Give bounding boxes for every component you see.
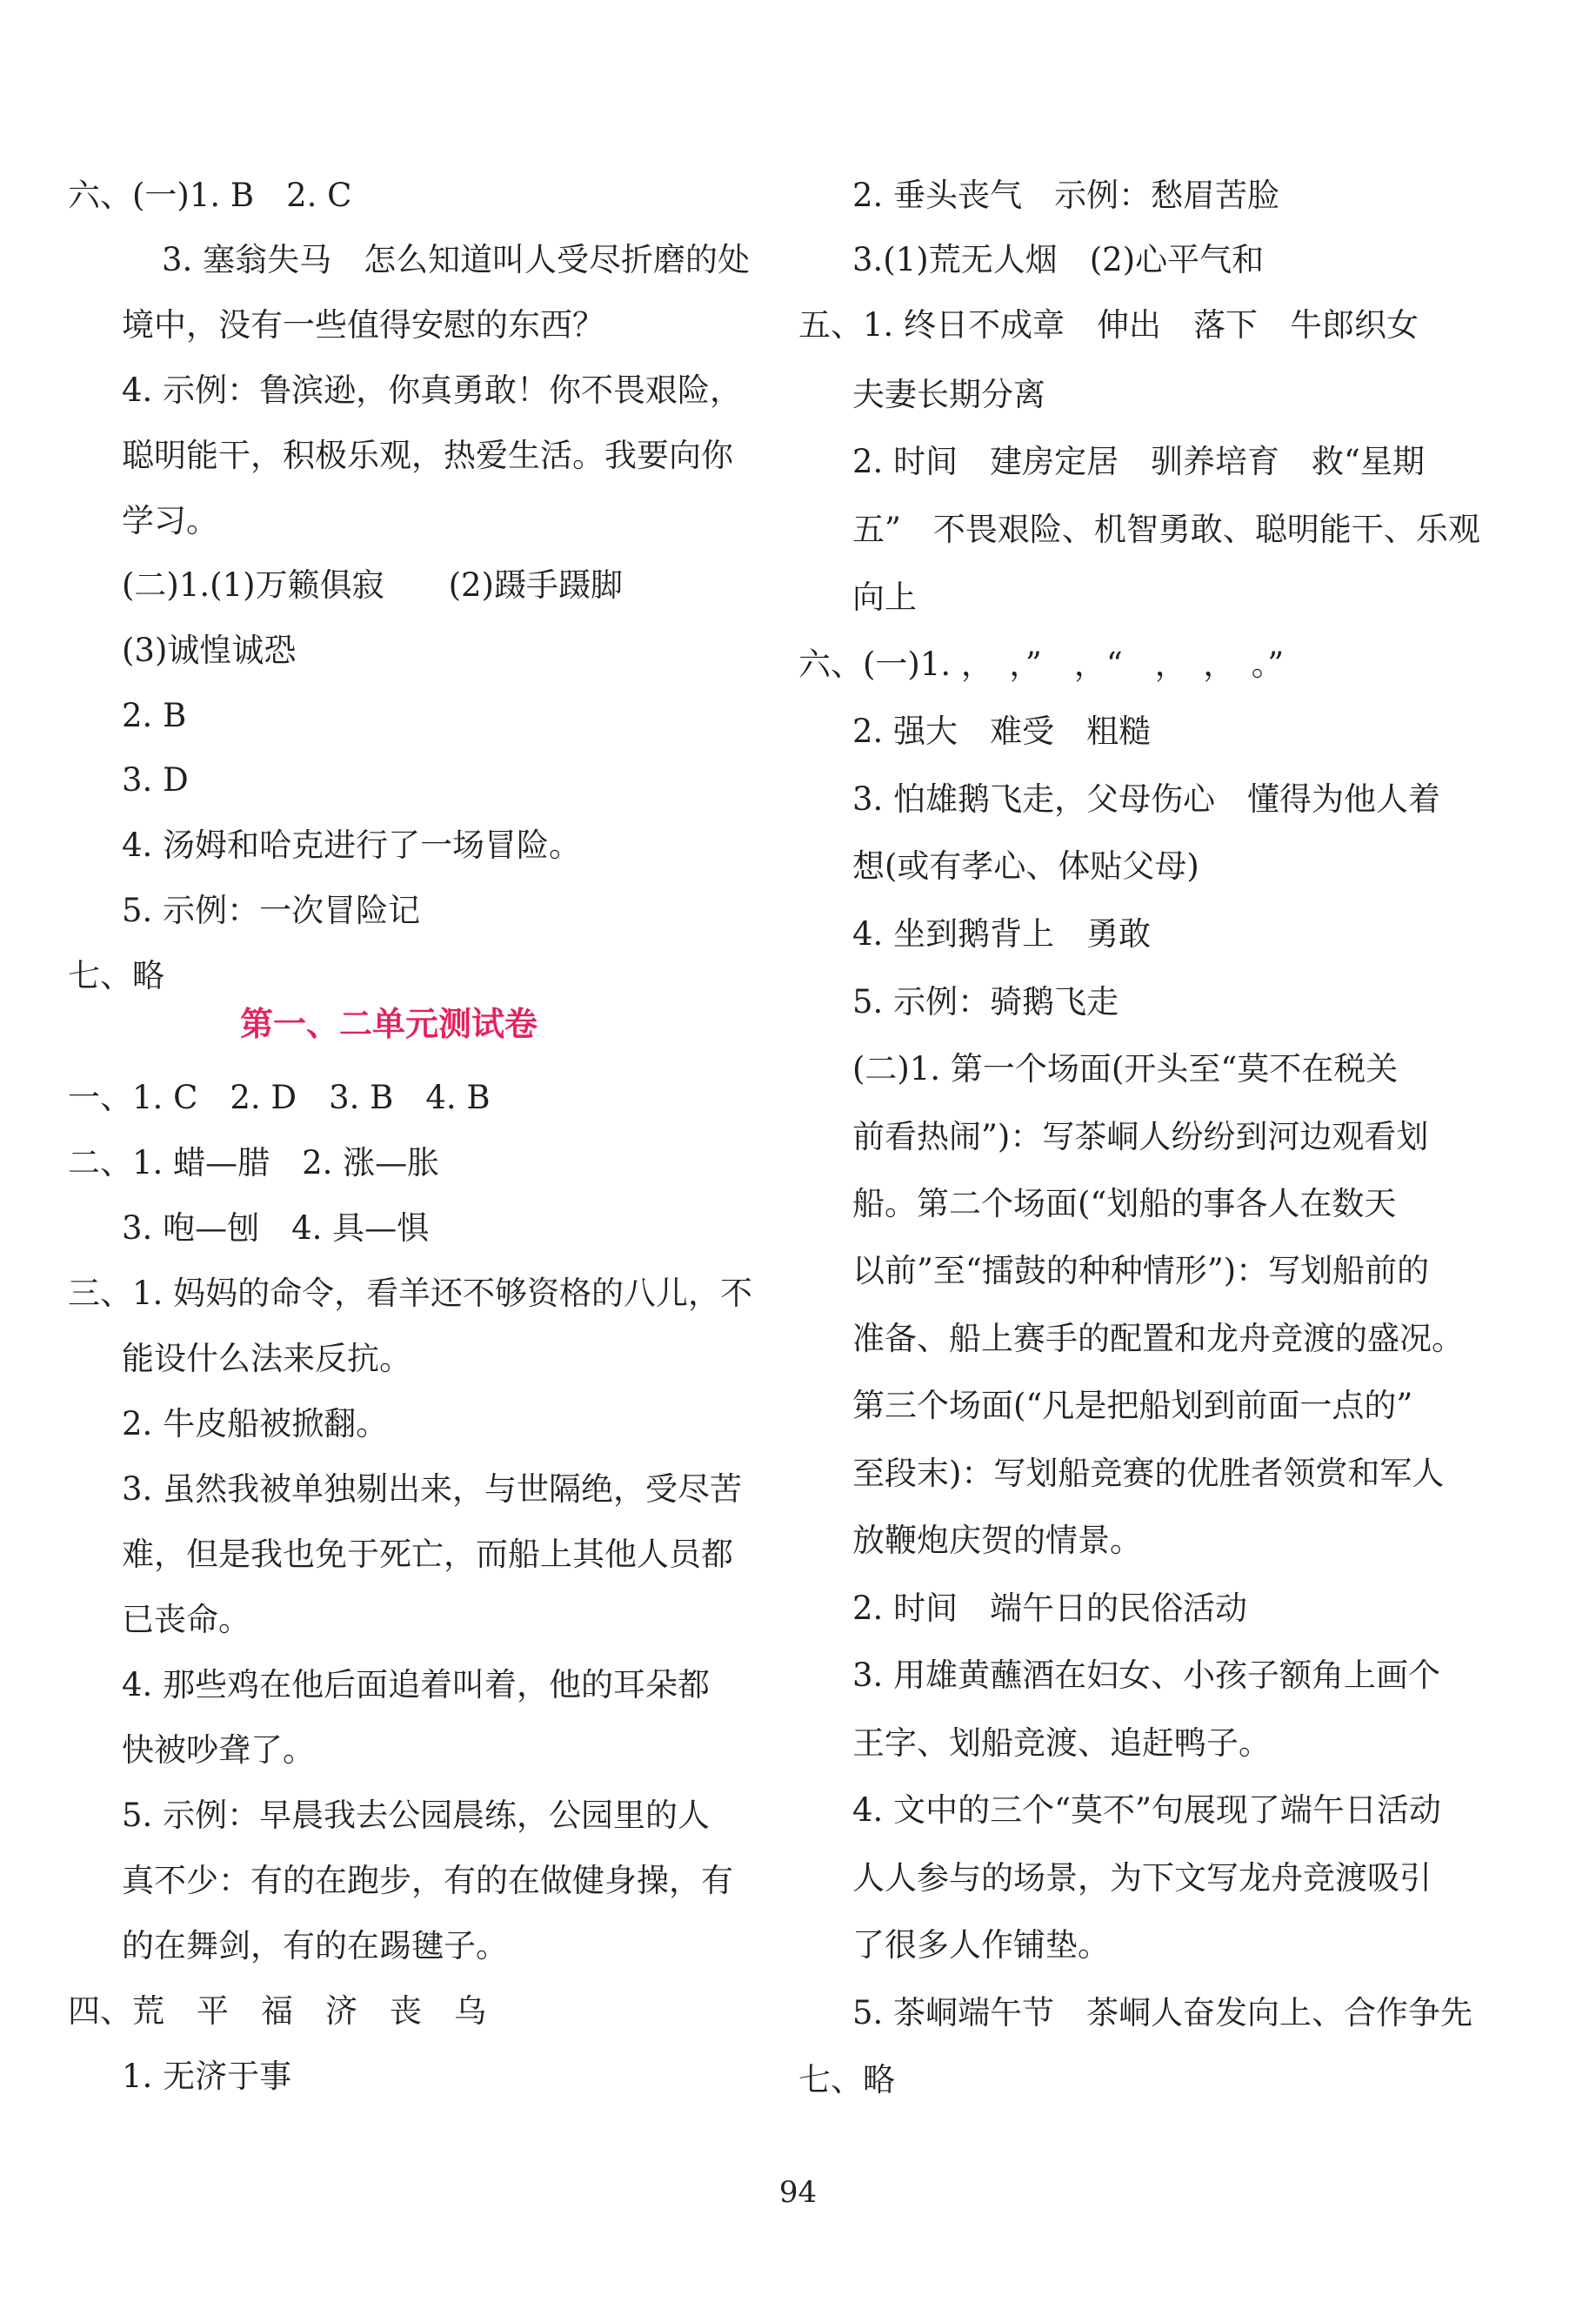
text-line: 七、略 bbox=[798, 2061, 895, 2098]
text-line: 的在舞剑，有的在踢毽子。 bbox=[122, 1927, 508, 1964]
text-line: 第三个场面(“凡是把船划到前面一点的” bbox=[852, 1387, 1413, 1424]
text-line: 5. 示例：骑鹅飞走 bbox=[852, 983, 1119, 1021]
text-line: 前看热闹”)：写茶峒人纷纷到河边观看划 bbox=[852, 1118, 1429, 1155]
text-line: 5. 示例：一次冒险记 bbox=[122, 892, 421, 929]
text-line: 学习。 bbox=[122, 502, 218, 539]
text-line: 想(或有孝心、体贴父母) bbox=[852, 847, 1199, 885]
text-line: 5. 茶峒端午节 茶峒人奋发向上、合作争先 bbox=[852, 1994, 1473, 2031]
text-line: 3. 塞翁失马 怎么知道叫人受尽折磨的处 bbox=[162, 241, 751, 278]
text-line: (3)诚惶诚恐 bbox=[122, 632, 297, 669]
text-line: 六、(一)1. ， ，” ，“ ， ， 。” bbox=[798, 646, 1285, 683]
text-line: 3. 虽然我被单独剔出来，与世隔绝，受尽苦 bbox=[122, 1470, 743, 1508]
text-line: 五、1. 终日不成章 伸出 落下 牛郎织女 bbox=[798, 306, 1419, 344]
text-line: 5. 示例：早晨我去公园晨练，公园里的人 bbox=[122, 1797, 711, 1834]
text-line: 4. 文中的三个“莫不”句展现了端午日活动 bbox=[852, 1791, 1441, 1829]
text-line: 2. 垂头丧气 示例：愁眉苦脸 bbox=[852, 177, 1280, 214]
text-line: 放鞭炮庆贺的情景。 bbox=[852, 1522, 1142, 1559]
text-line: 一、1. C 2. D 3. B 4. B bbox=[68, 1079, 491, 1116]
text-line: 1. 无济于事 bbox=[122, 2058, 292, 2095]
text-line: 三、1. 妈妈的命令，看羊还不够资格的八儿，不 bbox=[68, 1275, 753, 1312]
text-line: 4. 汤姆和哈克进行了一场冒险。 bbox=[122, 827, 582, 864]
text-line: 2. 强大 难受 粗糙 bbox=[852, 713, 1152, 750]
text-line: 4. 坐到鹅背上 勇敢 bbox=[852, 915, 1152, 953]
page-number: 94 bbox=[778, 2175, 818, 2210]
text-line: 2. 牛皮船被掀翻。 bbox=[122, 1405, 389, 1442]
text-line: 向上 bbox=[852, 579, 917, 616]
text-line: 六、(一)1. B 2. C bbox=[68, 177, 352, 214]
text-line: (二)1.(1)万籁俱寂 (2)蹑手蹑脚 bbox=[122, 566, 623, 604]
text-line: 2. 时间 建房定居 驯养培育 救“星期 bbox=[852, 443, 1425, 480]
text-line: 3. D bbox=[122, 761, 189, 799]
text-line: 七、略 bbox=[68, 957, 164, 994]
text-line: 3. 用雄黄蘸酒在妇女、小孩子额角上画个 bbox=[852, 1656, 1441, 1694]
text-line: 3.(1)荒无人烟 (2)心平气和 bbox=[852, 241, 1265, 278]
text-line: 以前”至“擂鼓的种种情形”)：写划船前的 bbox=[852, 1252, 1430, 1289]
text-line: 夫妻长期分离 bbox=[852, 376, 1045, 413]
text-line: 3. 怕雄鹅飞走，父母伤心 懂得为他人着 bbox=[852, 780, 1441, 818]
text-line: 王字、划船竞渡、追赶鸭子。 bbox=[852, 1724, 1271, 1762]
text-line: 二、1. 蜡—腊 2. 涨—胀 bbox=[68, 1144, 440, 1181]
text-line: 聪明能干，积极乐观，热爱生活。我要向你 bbox=[122, 437, 733, 474]
text-line: 4. 示例：鲁滨逊，你真勇敢！你不畏艰险， bbox=[122, 371, 743, 409]
text-line: 2. 时间 端午日的民俗活动 bbox=[852, 1590, 1248, 1627]
text-line: 能设什么法来反抗。 bbox=[122, 1340, 411, 1377]
text-line: 人人参与的场景，为下文写龙舟竞渡吸引 bbox=[852, 1859, 1432, 1897]
text-line: 至段末)：写划船竞赛的优胜者领赏和军人 bbox=[852, 1455, 1445, 1492]
text-line: 已丧命。 bbox=[122, 1601, 250, 1638]
section-title: 第一、二单元测试卷 bbox=[240, 1005, 538, 1043]
text-line: 四、荒 平 福 济 丧 乌 bbox=[68, 1992, 486, 2030]
text-line: 快被吵聋了。 bbox=[122, 1731, 315, 1769]
text-line: 了很多人作铺垫。 bbox=[852, 1926, 1110, 1964]
text-line: (二)1. 第一个场面(开头至“莫不在税关 bbox=[852, 1050, 1399, 1088]
text-line: 船。第二个场面(“划船的事各人在数天 bbox=[852, 1185, 1397, 1222]
text-line: 准备、船上赛手的配置和龙舟竞渡的盛况。 bbox=[852, 1320, 1464, 1357]
text-line: 4. 那些鸡在他后面追着叫着，他的耳朵都 bbox=[122, 1666, 711, 1703]
text-line: 真不少：有的在跑步，有的在做健身操，有 bbox=[122, 1862, 733, 1899]
text-line: 3. 咆—刨 4. 具—惧 bbox=[122, 1209, 430, 1247]
text-line: 难，但是我也免于死亡，而船上其他人员都 bbox=[122, 1536, 733, 1573]
text-line: 境中，没有一些值得安慰的东西？ bbox=[122, 306, 604, 344]
text-line: 五” 不畏艰险、机智勇敢、聪明能干、乐观 bbox=[852, 511, 1480, 548]
text-line: 2. B bbox=[122, 697, 187, 734]
